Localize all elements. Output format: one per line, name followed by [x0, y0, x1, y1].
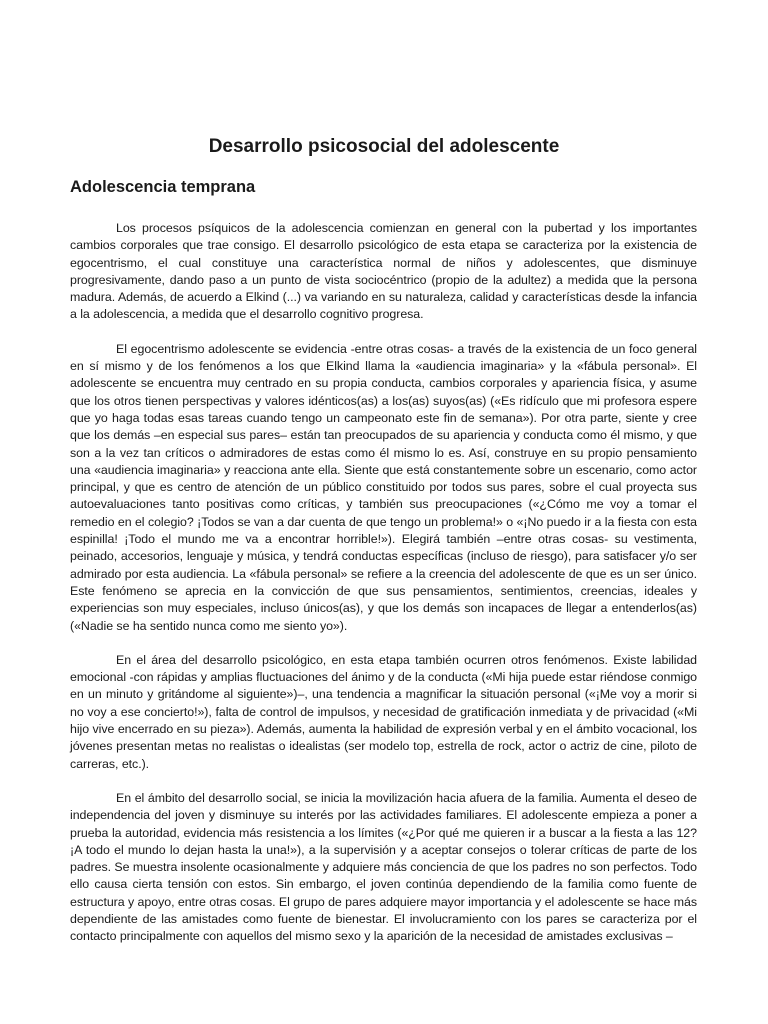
paragraph: En el ámbito del desarrollo social, se inicia la movilización hacia afuera de la familia. Aumenta el deseo de independencia del joven y disminuye su interés por las actividades familiares. El adolescente empieza a poner a prueba la autoridad, evidencia más resistencia a los límites («¿Por qué me quieren ir a buscar a la fiesta a las 12? ¡A todo el mundo lo dejan hasta la una!»), a la supervisión y a aceptar consejos o tolerar críticas de parte de los padres. Se muestra insolente ocasionalmente y adquiere más conciencia de que los padres no son perfectos. Todo ello causa cierta tensión con estos. Sin embargo, el joven continúa dependiendo de la familia como fuente de estructura y apoyo, entre otras cosas. El grupo de pares adquiere mayor importancia y el adolescente se hace más dependiente de las amistades como fuente de bienestar. El involucramiento con los pares se caracteriza por el contacto principalmente con aquellos del mismo sexo y la aparición de la necesidad de amistades exclusivas – — [70, 790, 697, 944]
paragraph: Los procesos psíquicos de la adolescencia comienzan en general con la pubertad y los importantes cambios corporales que trae consigo. El desarrollo psicológico de esta etapa se caracteriza por la existencia de egocentrismo, el cual constituye una característica normal de niños y adolescentes, que disminuye progresivamente, dando paso a un punto de vista sociocéntrico (propio de la adultez) a medida que la persona madura. Además, de acuerdo a Elkind (...) va variando en su naturaleza, calidad y características desde la infancia a la adolescencia, a medida que el desarrollo cognitivo progresa. — [70, 221, 697, 322]
document-body — [70, 220, 697, 963]
paragraph: El egocentrismo adolescente se evidencia -entre otras cosas- a través de la existencia de un foco general en sí mismo y de los fenómenos a los que Elkind llama la «audiencia imaginaria» y la «fábula personal». El adolescente se encuentra muy centrado en su propia conducta, cambios corporales y apariencia física, y asume que los otros tienen perspectivas y valores idénticos(as) a los(as) suyos(as) («Es ridículo que mi profesora espere que yo haga todas esas tareas cuando tengo un campeonato este fin de semana»). Por otra parte, siente y cree que los demás –en especial sus pares– están tan preocupados de su apariencia y conducta como él mismo, y que son a la vez tan críticos o admiradores de estas como él mismo lo es. Así, construye en su propio pensamiento una «audiencia imaginaria» y reacciona ante ella. Siente que está constantemente sobre un escenario, como actor principal, y que es centro de atención de un público constituido por todos sus pares, sobre el cual proyecta sus autoevaluaciones tanto positivas como críticas, y también sus preocupaciones («¿Cómo me voy a tomar el remedio en el colegio? ¡Todos se van a dar cuenta de que tengo un problema!» o «¡No puedo ir a la fiesta con esta espinilla! ¡Todo el mundo me va a encontrar horrible!»). Elegirá también –entre otras cosas- su vestimenta, peinado, accesorios, lenguaje y música, y tendrá conductas específicas (incluso de riesgo), para satisfacer y/o ser admirado por esta audiencia. La «fábula personal» se refiere a la creencia del adolescente de que es un ser único. Este fenómeno se aprecia en la convicción de que sus pensamientos, sentimientos, creencias, ideales y experiencias son muy especiales, incluso únicos(as), y que los demás son incapaces de llegar a entenderlos(as) («Nadie se ha sentido nunca como me siento yo»). — [70, 341, 697, 633]
paragraph: En el área del desarrollo psicológico, en esta etapa también ocurren otros fenómenos. Existe labilidad emocional -con rápidas y amplias fluctuaciones del ánimo y de la conducta («Mi hija puede estar riéndose conmigo en un minuto y gritándome al siguiente»)–, una tendencia a magnificar la situación personal («¡Me voy a morir si no voy a ese concierto!»), falta de control de impulsos, y necesidad de gratificación inmediata y de privacidad («Mi hijo vive encerrado en su pieza»). Además, aumenta la habilidad de expresión verbal y en el ámbito vocacional, los jóvenes presentan metas no realistas o idealistas (ser modelo top, estrella de rock, actor o actriz de cine, piloto de carreras, etc.). — [70, 652, 697, 771]
document-title: Desarrollo psicosocial del adolescente — [208, 136, 560, 157]
section-heading: Adolescencia temprana — [70, 178, 256, 196]
